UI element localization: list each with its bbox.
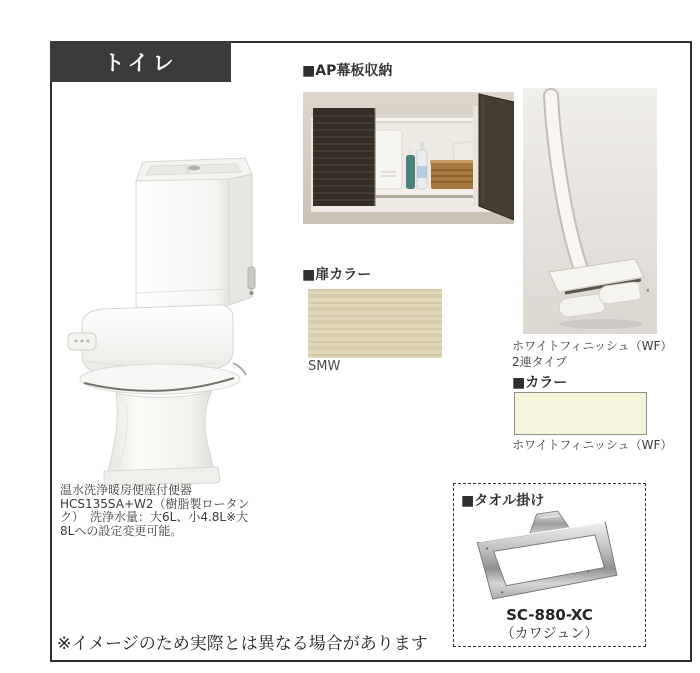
toilet-description (60, 484, 300, 538)
toilet-description-line: ク） 洗浄水量：大6L、小4.8L※大 (60, 510, 249, 524)
page-title: トイレ (103, 50, 178, 75)
towel-rack-brand: （カワジュン） (500, 626, 599, 642)
color-heading: ■カラー (512, 375, 568, 391)
ap-storage-heading: ■AP幕板収納 (302, 63, 393, 79)
disclaimer-note: ※イメージのため実際とは異なる場合があります (57, 634, 428, 654)
door-color-heading: ■扉カラー (302, 267, 372, 283)
towel-ring-photo (464, 510, 636, 606)
towel-rack-box (453, 483, 646, 647)
toilet-description-line: HCS135SA+W2（樹脂製ロータン (60, 496, 250, 511)
toilet-description-line: 温水洗浄暖房便座付便器 (60, 483, 193, 497)
toilet-photo (66, 155, 268, 485)
title-tab (50, 41, 231, 82)
cabinet-photo (303, 92, 514, 224)
color-swatch (514, 392, 647, 435)
door-color-swatch (308, 289, 442, 358)
grab-bar-photo (523, 88, 657, 334)
content-frame (50, 41, 692, 662)
towel-rack-heading: ■タオル掛け (461, 493, 545, 509)
towel-rack-model: SC-880-XC (506, 606, 593, 624)
toilet-description-line: 8Lへの設定変更可能。 (60, 523, 183, 538)
door-color-swatch-label: SMW (308, 359, 341, 374)
grab-bar-caption-finish: ホワイトフィニッシュ（WF） (512, 339, 673, 353)
color-swatch-label: ホワイトフィニッシュ（WF） (512, 438, 673, 452)
grab-bar-caption-type: 2連タイプ (512, 355, 568, 369)
